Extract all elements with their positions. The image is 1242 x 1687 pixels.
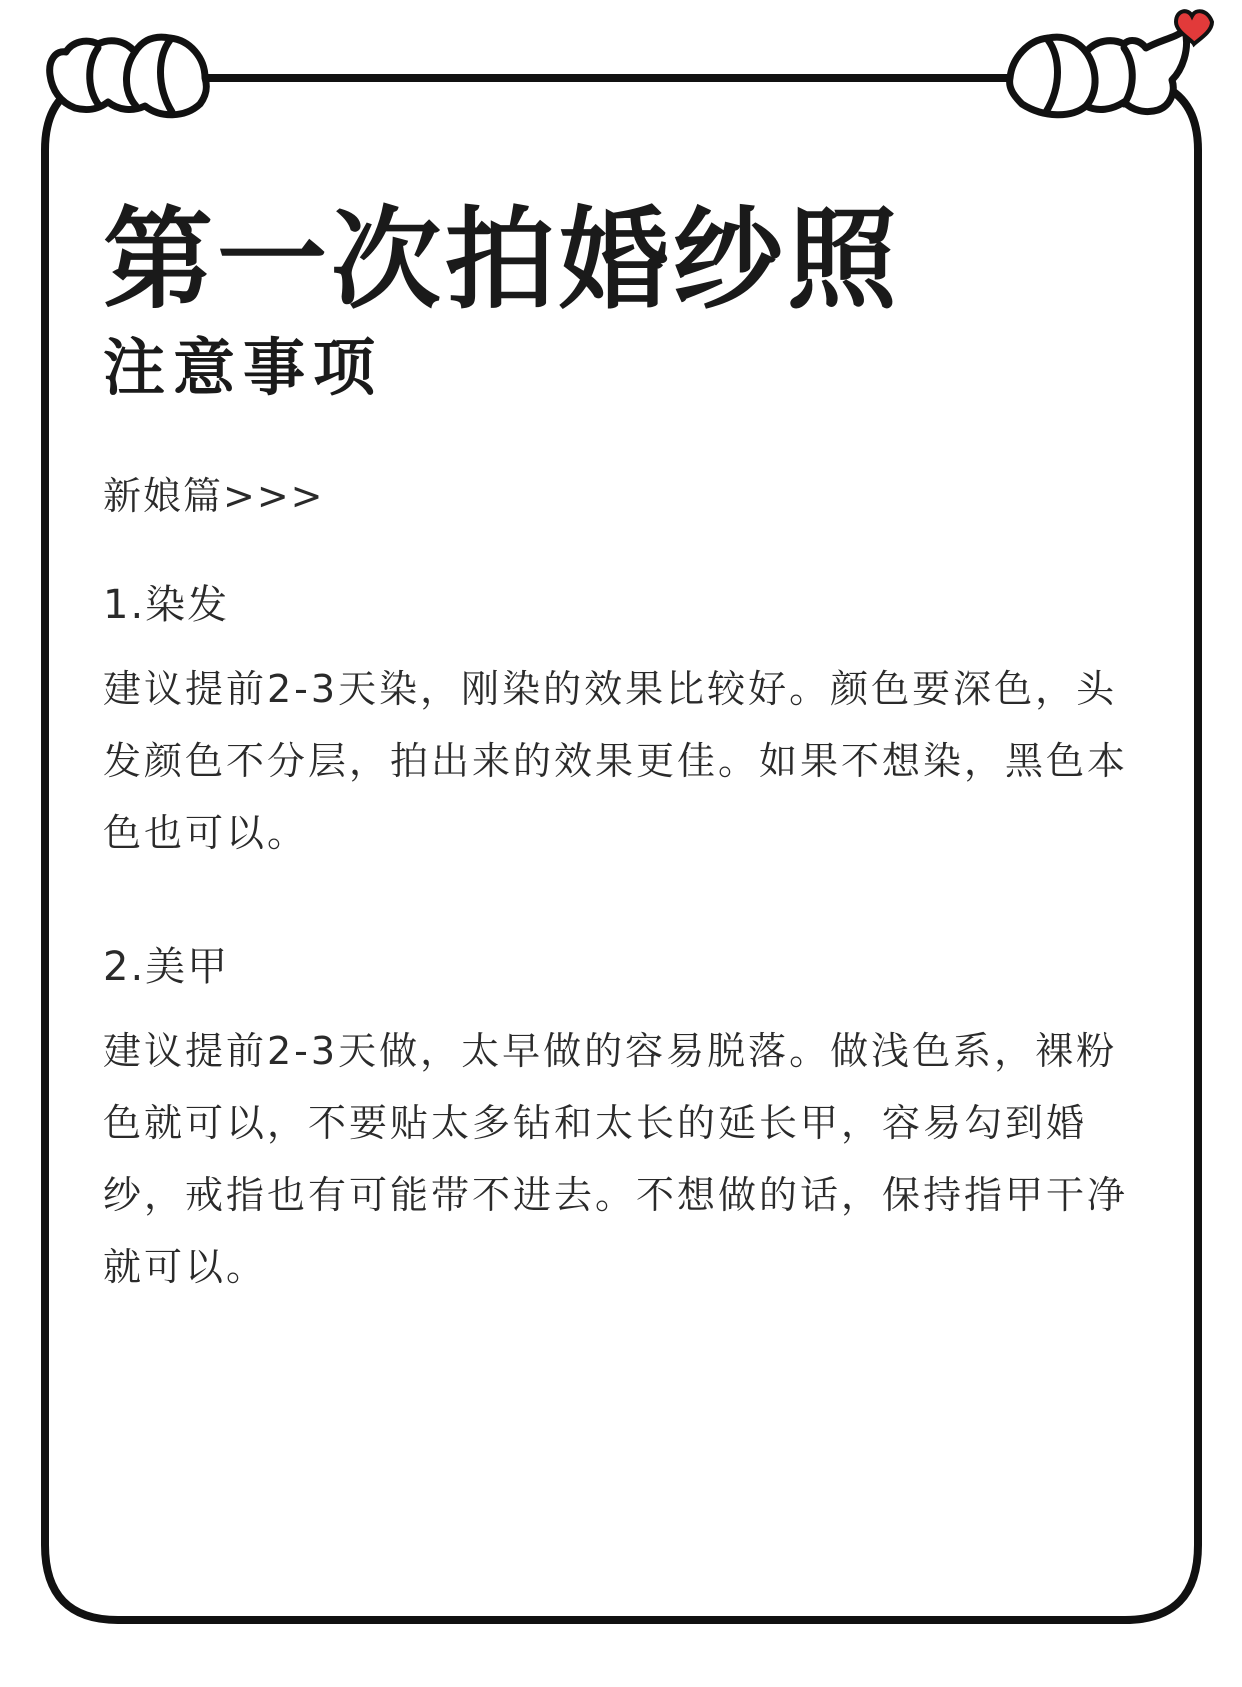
section-label: 新娘篇>>> <box>103 474 325 518</box>
right-hand-icon <box>1010 30 1187 115</box>
list-item <box>103 582 1143 869</box>
page-subtitle: 注意事项 <box>103 331 384 404</box>
page-title: 第一次拍婚纱照 <box>103 196 901 324</box>
content-area <box>103 196 1143 1303</box>
item-heading: 1.染发 <box>103 582 230 628</box>
item-body: 建议提前2-3天做，太早做的容易脱落。做浅色系，裸粉色就可以，不要贴太多钻和太长的延长甲，容易勾到婚纱，戒指也有可能带不进去。不想做的话，保持指甲干净就可以。 <box>103 1029 1129 1289</box>
list-item <box>103 944 1143 1303</box>
item-body: 建议提前2-3天染，刚染的效果比较好。颜色要深色，头发颜色不分层，拍出来的效果更佳。如果不想染，黑色本色也可以。 <box>103 667 1129 855</box>
left-hand-icon <box>50 37 207 115</box>
item-heading: 2.美甲 <box>103 944 230 990</box>
